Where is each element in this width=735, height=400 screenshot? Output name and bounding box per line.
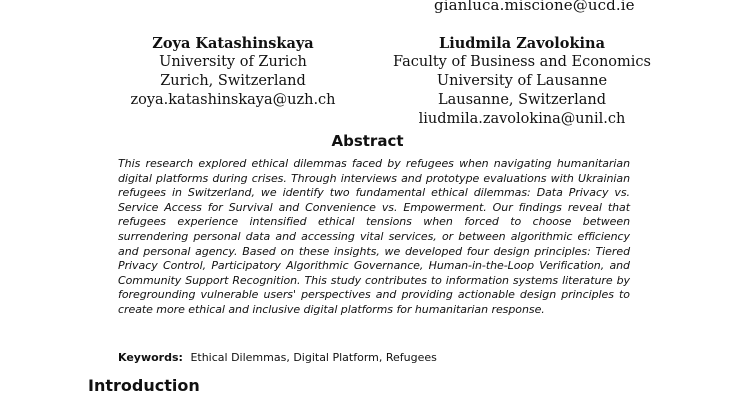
abstract-text: This research explored ethical dilemmas faced by refugees when navigating humanitarian digital platforms during crises. Through interviews and prototype evaluations with Ukrainian refugees in Switzerland, we identify two fundamental ethical dilemmas: Data Privacy vs. Service Access for Survival and Convenience vs. Empowerment. Our findings reveal that refugees experience intensified ethical tensions when forced to choose between surrendering personal data and accessing vital services, or between algorithmic efficiency and personal agency. Based on these insights, we developed four design principles: Tiered Privacy Control, Participatory Algorithmic Governance, Human-in-the-Loop Verification, and Community Support Recognition. This study contributes to information systems literature by foregrounding vulnerable users' perspectives and providing actionable design principles to create more ethical and inclusive digital platforms for humanitarian response. <box>118 157 630 316</box>
author-email-top: gianluca.miscione@ucd.ie <box>434 0 635 14</box>
author-block-katashinskaya <box>104 34 362 110</box>
author-affiliation: University of Zurich <box>159 54 307 70</box>
author-email: zoya.katashinskaya@uzh.ch <box>130 92 336 108</box>
abstract-heading: Abstract <box>331 132 404 150</box>
author-email: liudmila.zavolokina@unil.ch <box>418 111 626 127</box>
author-location: Lausanne, Switzerland <box>437 92 607 108</box>
keywords-line <box>118 351 437 364</box>
author-block-zavolokina <box>386 34 658 129</box>
keywords-label: Keywords: <box>118 351 183 364</box>
keywords-value: Ethical Dilemmas, Digital Platform, Refugees <box>190 351 437 364</box>
author-name: Zoya Katashinskaya <box>152 35 314 52</box>
author-faculty: Faculty of Business and Economics <box>393 54 651 70</box>
author-location: Zurich, Switzerland <box>160 73 306 89</box>
author-affiliation: University of Lausanne <box>436 73 608 89</box>
section-heading-introduction: Introduction <box>88 376 200 395</box>
author-name: Liudmila Zavolokina <box>439 35 605 52</box>
